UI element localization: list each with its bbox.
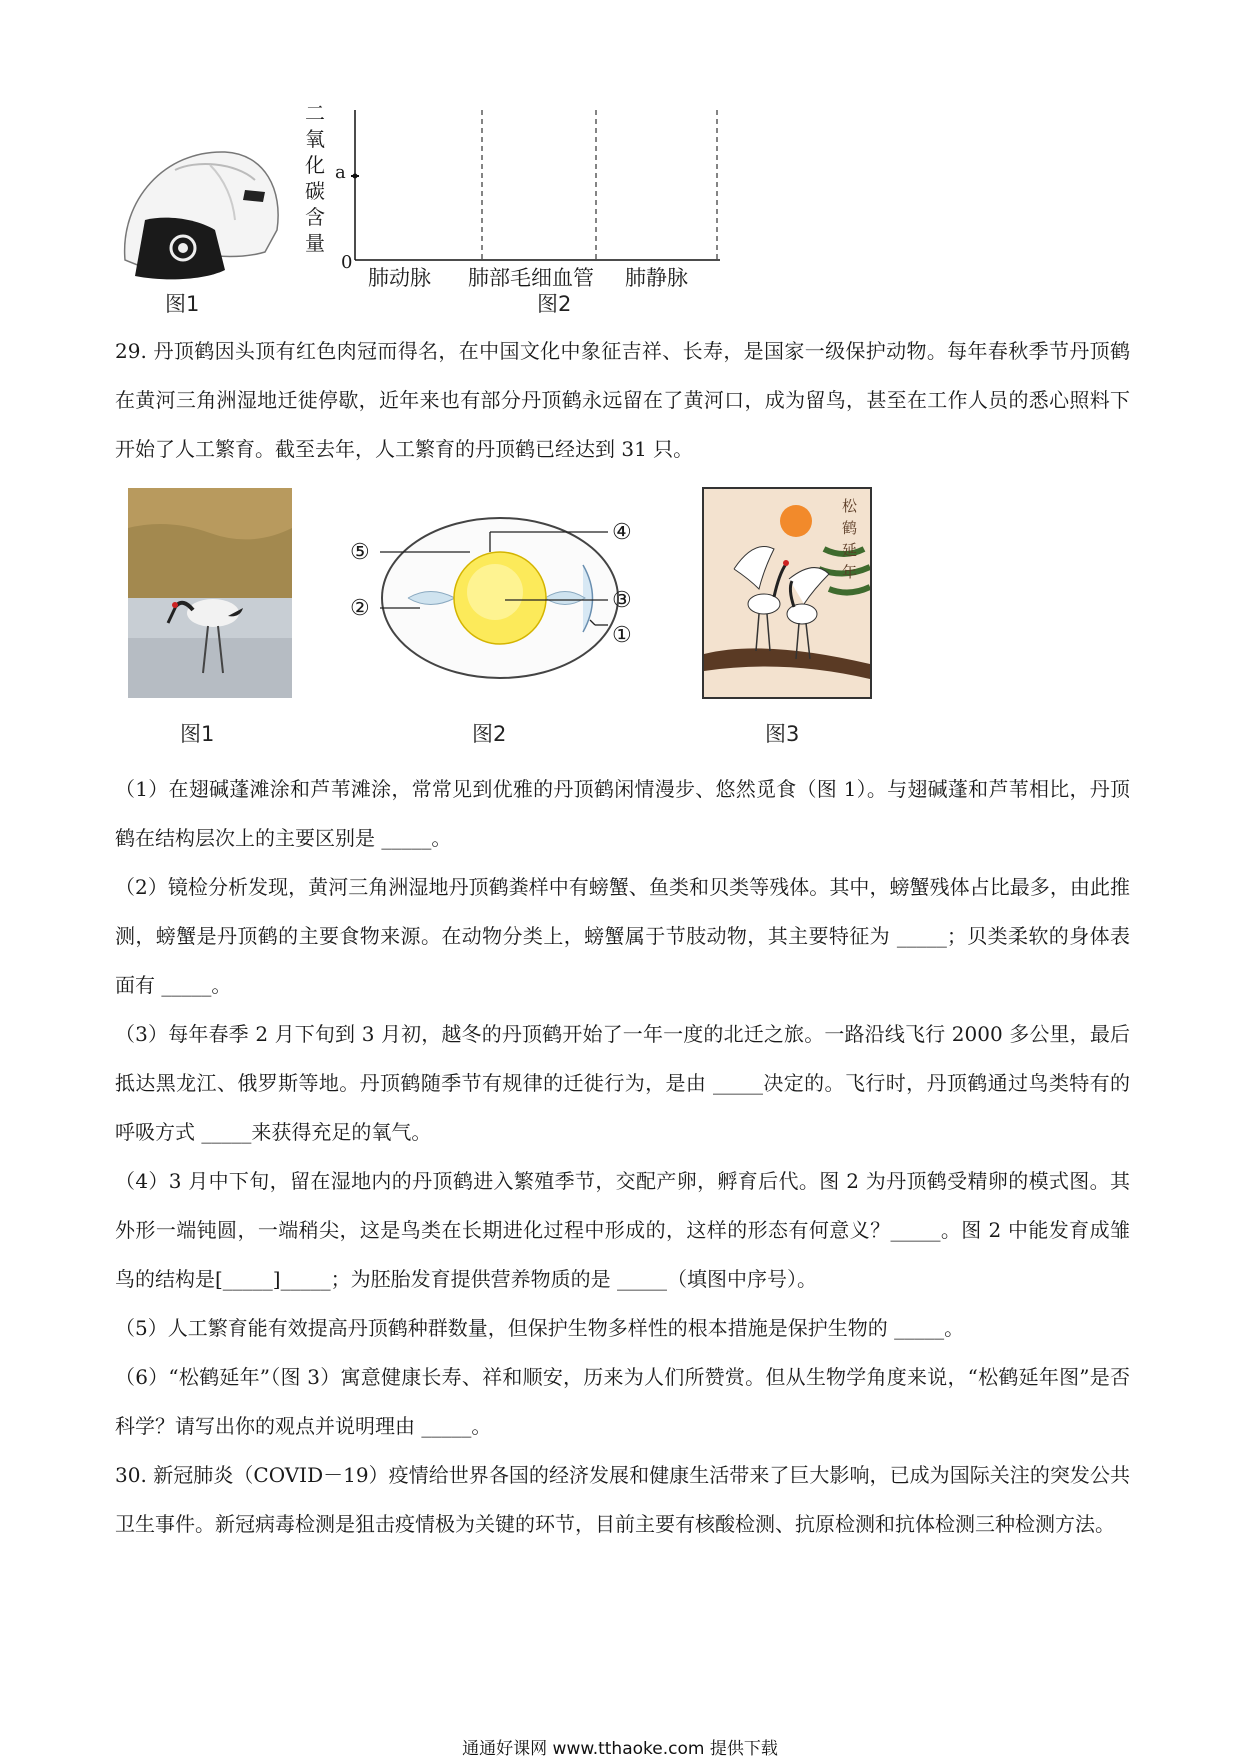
ylabel-char: 碳	[305, 179, 325, 203]
question-29-intro: 29. 丹顶鹤因头顶有红色肉冠而得名，在中国文化中象征吉祥、长寿，是国家一级保护动物。每年春秋季节丹顶鹤在黄河三角洲湿地迁徙停歇，近年来也有部分丹顶鹤永远留在了黄河口，成为留鸟，甚至在工作人员的悉心照料下开始了人工繁育。截至去年，人工繁育的丹顶鹤已经达到 31 只。	[115, 339, 1130, 461]
ylabel-char: 化	[305, 153, 325, 177]
question-30-intro: 30. 新冠肺炎（COVID－19）疫情给世界各国的经济发展和健康生活带来了巨大影响，已成为国际关注的突发公共卫生事件。新冠病毒检测是狙击疫情极为关键的环节，目前主要有核酸检测、抗原检测和抗体检测三种检测方法。	[115, 1463, 1130, 1536]
egg-label: ⑤	[350, 540, 370, 565]
ylabel-char: 量	[305, 231, 325, 255]
egg-label: ②	[350, 596, 370, 621]
ytick-label: a	[335, 162, 346, 183]
question-29-item-5: （5）人工繁育能有效提高丹顶鹤种群数量，但保护生物多样性的根本措施是保护生物的 _____。	[115, 1316, 965, 1340]
question-29-item-4: （4）3 月中下旬，留在湿地内的丹顶鹤进入繁殖季节，交配产卵，孵育后代。图 2 为丹顶鹤受精卵的模式图。其外形一端钝圆，一端稍尖，这是鸟类在长期进化过程中形成的，这样的形态有何意义？_____。图 2 中能发育成雏鸟的结构是[_____]_____；为胚胎发育提供营养物质的是 _____（填图中序号）。	[115, 1169, 1130, 1291]
category-label: 肺动脉	[368, 266, 431, 290]
figure-caption: 图2	[472, 722, 507, 746]
egg-label: ①	[612, 623, 632, 648]
figure-caption: 图1	[180, 722, 215, 746]
painting-char: 延	[842, 541, 858, 559]
painting-char: 年	[842, 563, 858, 581]
question-29-item-1: （1）在翅碱蓬滩涂和芦苇滩涂，常常见到优雅的丹顶鹤闲情漫步、悠然觅食（图 1）。与翅碱蓬和芦苇相比，丹顶鹤在结构层次上的主要区别是 _____。	[115, 777, 1130, 850]
painting-char: 鹤	[842, 519, 858, 537]
ylabel-char: 氧	[305, 127, 325, 151]
figure-caption: 图3	[765, 722, 800, 746]
origin-label: 0	[341, 252, 353, 273]
helmet-image	[115, 140, 285, 290]
figure-caption: 图1	[165, 292, 200, 316]
figure-caption: 图2	[537, 292, 572, 316]
question-29-item-2: （2）镜检分析发现，黄河三角洲湿地丹顶鹤粪样中有螃蟹、鱼类和贝类等残体。其中，螃蟹残体占比最多，由此推测，螃蟹是丹顶鹤的主要食物来源。在动物分类上，螃蟹属于节肢动物，其主要特征为 _____；贝类柔软的身体表面有 _____。	[115, 875, 1130, 997]
question-29-item-6: （6）“松鹤延年”（图 3）寓意健康长寿、祥和顺安，历来为人们所赞赏。但从生物学角度来说，“松鹤延年图”是否科学？请写出你的观点并说明理由 _____。	[115, 1365, 1130, 1438]
painting-char: 松	[842, 497, 858, 515]
page-footer: 通通好课网 www.tthaoke.com 提供下载	[462, 1739, 778, 1759]
egg-label: ③	[612, 588, 632, 613]
crane-painting	[702, 487, 872, 699]
category-label: 肺部毛细血管	[468, 266, 594, 290]
co2-chart	[305, 100, 725, 290]
crane-photo	[128, 488, 292, 698]
ylabel-char: 二	[305, 101, 325, 125]
ylabel-char: 含	[305, 205, 325, 229]
question-29-item-3: （3）每年春季 2 月下旬到 3 月初，越冬的丹顶鹤开始了一年一度的北迁之旅。一路沿线飞行 2000 多公里，最后抵达黑龙江、俄罗斯等地。丹顶鹤随季节有规律的迁徙行为，是由 _____决定的。飞行时，丹顶鹤通过鸟类特有的呼吸方式 _____来获得充足的氧气。	[115, 1022, 1130, 1144]
egg-label: ④	[612, 520, 632, 545]
category-label: 肺静脉	[625, 266, 688, 290]
